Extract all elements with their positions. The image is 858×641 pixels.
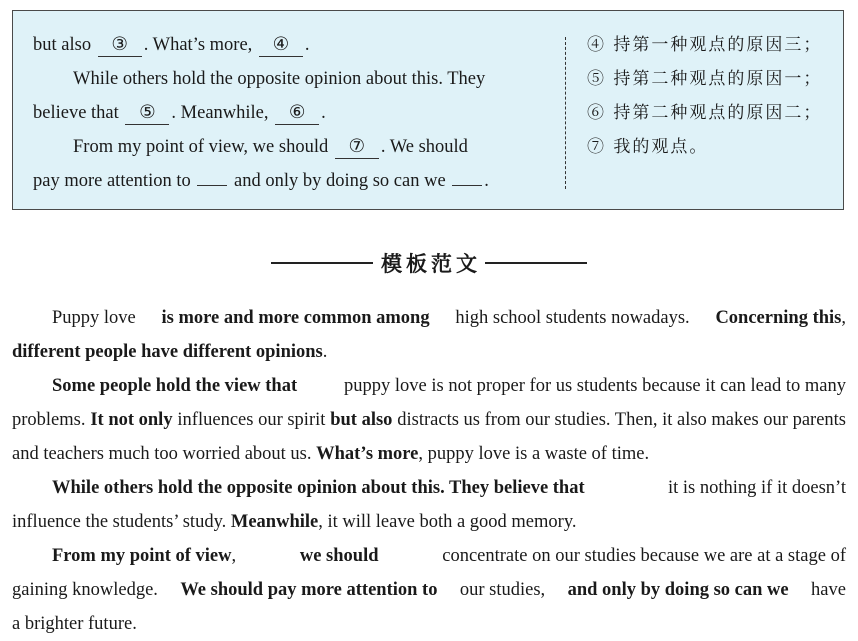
task-outline-english — [33, 31, 553, 201]
blank-3: ③ — [98, 34, 142, 57]
outline-line-2: While others hold the opposite opinion about this. They — [73, 69, 486, 89]
essay-line-3: Some people hold the view that puppy love is not proper for us students because it can lead to many — [52, 376, 846, 396]
outline-line-3: believe that ⑤ . Meanwhile, ⑥ . — [33, 103, 326, 123]
outline-note-7: ⑦ 我的观点。 — [587, 137, 709, 157]
blank-plain-1 — [197, 185, 227, 186]
dashed-divider — [565, 37, 566, 189]
essay-line-1: Puppy love is more and more common among high school students nowadays. Concerning this, — [52, 308, 846, 328]
outline-line-4: From my point of view, we should ⑦ . We should — [73, 137, 468, 157]
essay-line-10: a brighter future. — [12, 614, 137, 634]
essay-line-2: different people have different opinions. — [12, 342, 328, 362]
outline-line-1: but also ③ . What’s more, ④ . — [33, 35, 310, 55]
blank-6: ⑥ — [275, 102, 319, 125]
heading-text: 模板范文 — [381, 252, 481, 276]
outline-note-5: ⑤ 持第二种观点的原因一； — [587, 69, 823, 89]
essay-line-7: influence the students’ study. Meanwhile, it will leave both a good memory. — [12, 512, 577, 532]
essay-line-8: From my point of view, we should concentrate on our studies because we are at a stage of — [52, 546, 846, 566]
blank-5: ⑤ — [125, 102, 169, 125]
heading-rule-left — [271, 262, 373, 264]
essay-line-6: While others hold the opposite opinion about this. They believe that it is nothing if it doesn’t — [52, 478, 846, 498]
essay-line-5: and teachers much too worried about us. What’s more, puppy love is a waste of time. — [12, 444, 650, 464]
heading-rule-right — [485, 262, 587, 264]
essay-line-9: gaining knowledge. We should pay more attention to our studies, and only by doing so can we have — [12, 580, 846, 600]
task-outline-chinese — [587, 31, 822, 167]
section-heading — [0, 246, 858, 280]
essay-line-4: problems. It not only influences our spirit but also distracts us from our studies. Then, it also makes our parents — [12, 410, 846, 430]
blank-7: ⑦ — [335, 136, 379, 159]
outline-note-6: ⑥ 持第二种观点的原因二； — [587, 103, 823, 123]
blank-4: ④ — [259, 34, 303, 57]
outline-note-4: ④ 持第一种观点的原因三； — [587, 35, 823, 55]
outline-line-5: pay more attention to and only by doing so can we . — [33, 171, 489, 191]
task-box — [12, 10, 844, 210]
model-essay — [12, 301, 846, 641]
blank-plain-2 — [452, 185, 482, 186]
